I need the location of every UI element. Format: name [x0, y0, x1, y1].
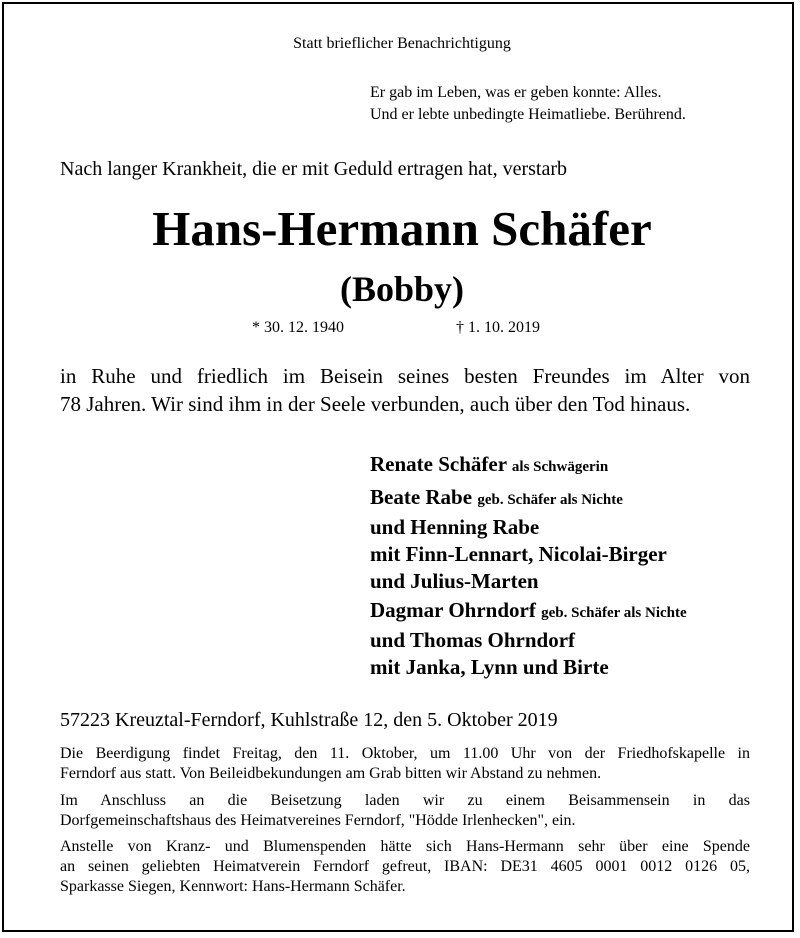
mourner-relation: geb. Schäfer als Nichte	[477, 492, 623, 508]
mourner-line: mit Janka, Lynn und Birte	[370, 655, 609, 679]
mourner-dagmar	[370, 597, 687, 681]
obituary-notice	[2, 2, 794, 932]
birth-date: * 30. 12. 1940	[252, 319, 344, 336]
quote-line-1: Er gab im Leben, was er geben konnte: Alles.	[370, 84, 662, 101]
body-line-1: in Ruhe und friedlich im Beisein seines besten Freundes im Alter von	[60, 364, 750, 388]
mourner-relation: als Schwägerin	[511, 459, 609, 475]
notice-header: Statt brieflicher Benachrichtigung	[293, 35, 511, 52]
funeral-line-1: Die Beerdigung findet Freitag, den 11. Oktober, um 11.00 Uhr von der Friedhofskapelle in	[60, 745, 750, 762]
mourner-name: Renate Schäfer	[370, 452, 507, 476]
donation-info	[60, 837, 750, 897]
funeral-line-2: Ferndorf aus statt. Von Beileidbekundungen am Grab bitten wir Abstand zu nehmen.	[60, 765, 602, 782]
mourner-line: und Thomas Ohrndorf	[370, 628, 576, 652]
memorial-quote	[370, 82, 686, 126]
donation-line-3: Sparkasse Siegen, Kennwort: Hans-Hermann Schäfer.	[60, 878, 406, 895]
intro-text: Nach langer Krankheit, die er mit Geduld ertragen hat, verstarb	[60, 158, 568, 180]
death-description	[60, 362, 750, 418]
donation-line-2: an seinen geliebten Heimatverein Ferndorf gefreut, IBAN: DE31 4605 0001 0012 0126 05,	[60, 858, 750, 875]
funeral-info	[60, 744, 750, 784]
gathering-line-2: Dorfgemeinschaftshaus des Heimatvereines Ferndorf, "Hödde Irlenhecken", ein.	[60, 812, 576, 829]
body-line-2: 78 Jahren. Wir sind ihm in der Seele verbunden, auch über den Tod hinaus.	[60, 392, 691, 416]
quote-line-2: Und er lebte unbedingte Heimatliebe. Berührend.	[370, 106, 686, 123]
mourner-beate	[370, 484, 667, 595]
gathering-line-1: Im Anschluss an die Beisetzung laden wir zu einem Beisammensein in das	[60, 792, 750, 809]
death-date: † 1. 10. 2019	[456, 319, 540, 336]
mourner-renate	[370, 451, 608, 481]
mourner-name: Dagmar Ohrndorf	[370, 598, 536, 622]
mourner-relation: geb. Schäfer als Nichte	[541, 605, 687, 621]
gathering-info	[60, 791, 750, 831]
mourner-line: mit Finn-Lennart, Nicolai-Birger	[370, 542, 667, 566]
donation-line-1: Anstelle von Kranz- und Blumenspenden hätte sich Hans-Hermann sehr über eine Spende	[60, 838, 750, 855]
mourner-line: und Henning Rabe	[370, 515, 540, 539]
place-and-date: 57223 Kreuztal-Ferndorf, Kuhlstraße 12, den 5. Oktober 2019	[60, 709, 558, 731]
mourner-line: und Julius-Marten	[370, 569, 539, 593]
deceased-nickname: (Bobby)	[339, 269, 465, 309]
mourner-name: Beate Rabe	[370, 485, 473, 509]
deceased-name: Hans-Hermann Schäfer	[152, 201, 652, 256]
